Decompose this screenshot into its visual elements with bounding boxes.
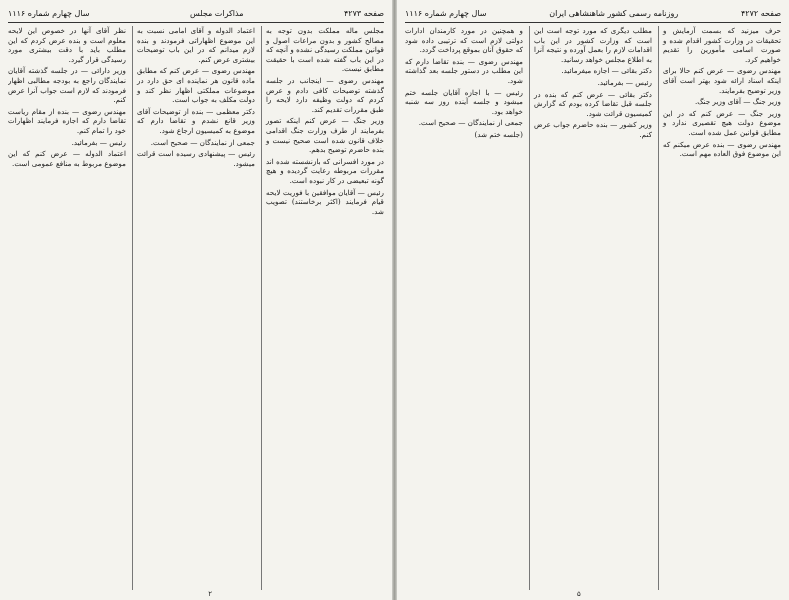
paragraph: وزیر جنگ — آقای وزیر جنگ. (694, 97, 781, 107)
left-page-header (8, 6, 384, 23)
paragraph: وزیر کشور — بنده حاضرم جواب عرض کنم. (534, 120, 652, 139)
paragraph: و همچنین در مورد کارمندان ادارات دولتی لازم است که ترتیبی داده شود که حقوق آنان بموقع پرداخت گردد. (405, 26, 523, 55)
paragraph: مهندس رضوی — عرض کنم حالا برای اینکه اسناد ارائه شود بهتر است آقای وزیر توضیح بفرمایند. (663, 66, 781, 95)
paragraph: نظر آقای آنها در خصوص این لایحه معلوم است و بنده عرض کردم که این مطلب باید با دقت بیشتری مورد رسیدگی قرار گیرد. (8, 26, 126, 64)
paragraph: جمعی از نمایندگان — صحیح است. (418, 118, 523, 128)
paragraph: دکتر بقائی — اجازه میفرمائید. (561, 66, 652, 76)
paragraph: اعتماد الدوله و آقای امامی نسبت به این موضوع اظهاراتی فرمودند و بنده لازم میدانم که در این باب توضیحات بیشتری عرض کنم. (137, 26, 255, 64)
left-page-date-line: سال چهارم شماره ۱۱۱۶ (8, 8, 90, 18)
left-page (0, 0, 392, 600)
left-page-number: صفحه ۴۲۷۳ (343, 8, 384, 18)
paragraph: مهندس رضوی — بنده عرض میکنم که این موضوع فوق العاده مهم است. (663, 139, 781, 159)
left-page-columns (8, 26, 384, 590)
right-page-header (405, 6, 781, 23)
right-column-2 (529, 26, 652, 590)
right-page-number: صفحه ۴۲۷۲ (740, 8, 781, 18)
paragraph: مهندس رضوی — عرض کنم که مطابق ماده قانون هر نماینده ای حق دارد در موضوعات مملکتی اظهار نظر کند و دولت مکلف به جواب است. (137, 66, 255, 105)
paragraph: مطلب دیگری که مورد توجه است این است که وزارت کشور در این باب اقدامات لازم را بعمل آورده و نتیجه آنرا به اطلاع مجلس خواهد رسانید. (534, 26, 652, 64)
paragraph: دکتر معظمی — بنده از توضیحات آقای وزیر قانع نشدم و تقاضا دارم که موضوع به کمیسیون ارجاع شود. (137, 106, 255, 135)
paragraph: جمعی از نمایندگان — صحیح است. (150, 137, 255, 147)
paragraph: حرف میزنید که بسمت آزمایش و تحقیقات در وزارت کشور اقدام شده و صورت اسامی مأمورین را تقدیم خواهیم کرد. (663, 26, 781, 64)
paragraph: رئیس — بفرمائید. (71, 137, 126, 147)
paragraph: دکتر بقائی — عرض کنم که بنده در جلسه قبل تقاضا کرده بودم که گزارش کمیسیون قرائت شود. (534, 89, 652, 118)
paragraph: (جلسه ختم شد) (474, 129, 523, 139)
left-column-3 (8, 26, 126, 590)
paragraph: اعتماد الدوله — عرض کنم که این موضوع مربوط به منافع عمومی است. (8, 149, 126, 168)
right-page-date-line: سال چهارم شماره ۱۱۱۶ (405, 8, 487, 18)
right-column-1 (658, 26, 781, 590)
left-column-1 (261, 26, 384, 590)
paragraph: مهندس رضوی — بنده تقاضا دارم که این مطلب در دستور جلسه بعد گذاشته شود. (405, 56, 523, 85)
paragraph: مجلس ماله مملکت بدون توجه به مصالح کشور و بدون مراعات اصول و قوانین مملکت رسیدگی نشده و آنچه که در این باب گفته شده است با حقیقت مطابق نیست. (266, 26, 384, 74)
right-column-3 (405, 26, 523, 590)
right-page (397, 0, 789, 600)
paragraph: رئیس — پیشنهادی رسیده است قرائت میشود. (137, 149, 255, 168)
paragraph: رئیس — بفرمائید. (597, 77, 652, 87)
paragraph: رئیس — آقایان موافقین با فوریت لایحه قیام فرمایند (اکثر برخاستند) تصویب شد. (266, 187, 384, 216)
paragraph: وزیر دارائی — در جلسه گذشته آقایان نمایندگان راجع به بودجه مطالبی اظهار فرمودند که لازم است جواب آنرا عرض کنم. (8, 66, 126, 105)
left-page-folio: ۲ (208, 590, 212, 598)
right-page-folio: ۵ (577, 590, 581, 598)
paragraph: وزیر جنگ — عرض کنم اینکه تصور بفرمایند از طرف وزارت جنگ اقدامی خلاف قانون شده است صحیح نیست و بنده حاضرم توضیح بدهم. (266, 116, 384, 155)
paragraph: رئیس — با اجازه آقایان جلسه ختم میشود و جلسه آینده روز سه شنبه خواهد بود. (405, 87, 523, 116)
paragraph: وزیر جنگ — عرض کنم که در این موضوع دولت هیچ تقصیری ندارد و مطابق قوانین عمل شده است. (663, 108, 781, 137)
left-column-2 (132, 26, 255, 590)
right-page-columns (405, 26, 781, 590)
paragraph: در مورد افسرانی که بازنشسته شده اند مقررات مربوطه رعایت گردیده و هیچ گونه تبعیضی در کار نبوده است. (266, 156, 384, 185)
left-page-section: مذاکرات مجلس (189, 8, 244, 18)
right-page-section: روزنامه رسمی کشور شاهنشاهی ایران (549, 8, 679, 18)
paragraph: مهندس رضوی — بنده از مقام ریاست تقاضا دارم که اجازه فرمایند اظهارات خود را تمام کنم. (8, 106, 126, 135)
paragraph: مهندس رضوی — اینجانب در جلسه گذشته توضیحات کافی دادم و عرض کردم که دولت وظیفه دارد لایحه را طبق مقررات تقدیم کند. (266, 75, 384, 114)
